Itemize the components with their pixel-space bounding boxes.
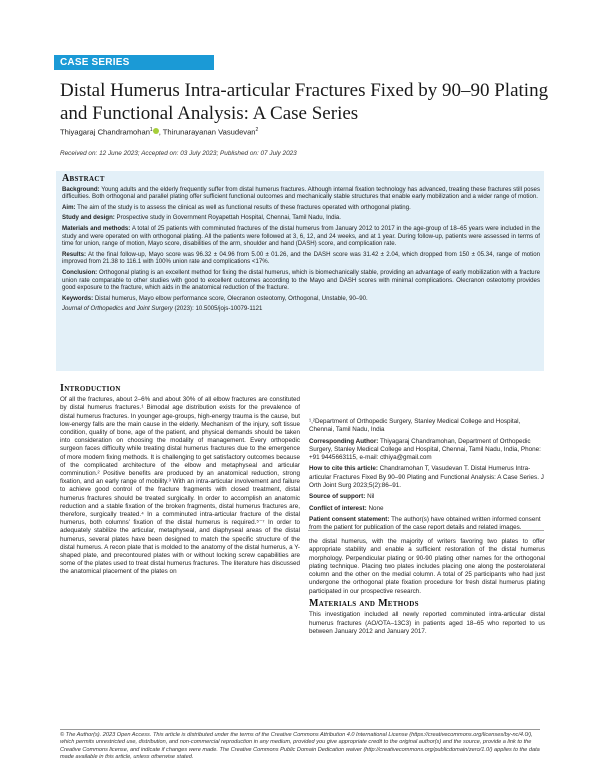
affiliation: ¹,²Department of Orthopedic Surgery, Stanley Medical College and Hospital, Chennai, Tamil Nadu, India: [309, 418, 521, 434]
corresponding-author: Corresponding Author: Thiyagaraj Chandramohan, Department of Orthopedic Surgery, Stanley Medical College and Hospital, Chennai, Tamil Nadu, India, Phone: +91 9445663115, e-mail: cthiya@gmail.com: [309, 437, 541, 462]
introduction-heading: Introduction: [60, 383, 121, 394]
abstract-conclusion: Conclusion: Orthogonal plating is an excellent method for fixing the distal humerus, which is biomechanically stable, providing an advantage of early mobilization with a fracture union rate comparable to other studies with good to excellent outcomes according to the Mayo and DASH scores with minimal complications. Olecranon osteotomy provides good exposure to the fracture, which aids in the anatomical reduction of the fracture.: [62, 268, 540, 292]
journal-citation[interactable]: Journal of Orthopedics and Joint Surgery (2023): 10.5005/jojs-10079-1121: [62, 305, 263, 313]
abstract-keywords: Keywords: Distal humerus, Mayo elbow performance score, Olecranon osteotomy, Orthogonal, Unstable, 90–90.: [62, 294, 368, 302]
abstract-study-design: Study and design: Prospective study in Government Royapettah Hospital, Chennai, Tamil Nadu, India.: [62, 214, 341, 222]
column-divider: [308, 530, 544, 531]
patient-consent: Patient consent statement: The author(s) have obtained written informed consent from the patient for publication of the case report details and related images.: [309, 515, 541, 532]
abstract-heading: Abstract: [62, 173, 105, 184]
abstract-section: [62, 175, 540, 316]
affiliation-marker: 1: [149, 127, 153, 133]
affiliation-marker: 2: [255, 127, 259, 133]
license-note: © The Author(s). 2023 Open Access. This article is distributed under the terms of the Creative Commons Attribution 4.0 International License (https://creativecommons.org/licenses/by-nc/4.0/), which permits unrestricted use, distribution, and non-commercial reproduction in any medium, provided you give appropriate credit to the original author(s) and the source, provide a link to the Creative Commons license, and indicate if changes were made. The Creative Commons Public Domain Dedication waiver (http://creativecommons.org/publicdomain/zero/1.0/) applies to the data made available in this article, unless otherwise stated.: [60, 732, 540, 760]
conflict-of-interest: Conflict of interest: None: [309, 504, 384, 512]
methods-heading: Materials and Methods: [309, 598, 419, 610]
abstract-background: Background: Young adults and the elderly frequently suffer from distal humerus fractures. Although internal fixation technology has advanced, treating these fractures still poses difficulties. Both orthogonal and parallel plating offer sufficient functional outcomes and mechanically stable structures that enable early mobilization and a wider range of motion.: [62, 185, 540, 201]
abstract-aim: Aim: The aim of the study is to assess the clinical as well as functional results of these fractures operated with orthogonal plating.: [62, 203, 411, 211]
publication-dates: Received on: 12 June 2023; Accepted on: 03 July 2023; Published on: 07 July 2023: [60, 150, 297, 157]
source-of-support: Source of support: Nil: [309, 493, 375, 501]
article-info: [309, 418, 545, 536]
abstract-results: Results: At the final follow-up, Mayo score was 96.32 ± 04.96 from 5.00 ± 01.26, and the DASH score was 31.42 ± 2.04, which dropped from 150 ± 05.34, range of motion improved from 21.38 to 116.1 with 100% union rate and complications <17%.: [62, 250, 541, 266]
introduction-section: [60, 385, 300, 581]
how-to-cite: How to cite this article: Chandramohan T, Vasudevan T. Distal Humerus Intra-articular Fractures Fixed By 90–90 Plating and Functional Analysis: A Case Series. J Orth Joint Surg 2023;5(2):86–91.: [309, 465, 544, 490]
author-list: [60, 127, 258, 137]
author-name[interactable]: Thiyagaraj Chandramohan: [60, 127, 150, 137]
abstract-methods: Materials and methods: A total of 25 patients with comminuted fractures of the distal humerus from January 2012 to 2017 in the age-group of 18–65 years were included in the study and were operated on with orthogonal plating. All the patients were followed at 3, 6, 12, and 24 weeks, and at 1 year. During follow-up, patients were assessed in terms of time for union, range of motion, Mayo score, disabilities of the arm, shoulder and hand (DASH) score, and complication rate.: [62, 224, 541, 248]
footer-rule: [60, 729, 540, 730]
right-column-body: [309, 538, 545, 640]
introduction-paragraph: Of all the fractures, about 2–6% and about 30% of all elbow fractures are constituted by distal humerus fractures.¹ Bimodal age distribution exists for the prevalence of distal humerus fractures. In younger age-groups, high-energy trauma is the cause, but low-energy falls are the main cause in the elderly. Mechanism of the injury, soft tissue condition, quality of bone, age of the patient, and physical demands should be taken into consideration on choosing the modality of management. Every orthopedic surgeon faces difficulty while treating distal humerus fractures due to the emergence of more modern fixing methods. It is challenging to get satisfactory outcomes because of the complicated architecture of the elbow and metaphyseal and articular comminution.² Positive benefits are produced by an anatomical reduction, strong fixation, and an early range of mobility.³ With an intra-articular involvement and failure to achieve good control of the fracture fragments with closed treatment, distal humerus fractures should be treated surgically. In order to accomplish an anatomic reduction and a stable fixation of the broken fragments, distal humerus fractures are, therefore, surgically treated.⁴ In a comminuted intra-articular fracture of the distal humerus, both columns' fixation of the distal humerus is required.⁵⁻⁷ In order to adequately stabilize the articular, metaphyseal, and diaphyseal areas of the distal humerus, several plates have been designed to match the specific structure of the distal humerus. A recon plate that is molded to the anatomy of the distal humerus, a Y-shaped plate, and precontoured plates with or without locking screw capabilities are some of the plates used to treat distal humerus fractures. The literature has discussed the anatomical placement of the plates on: [60, 396, 300, 576]
article-title: Distal Humerus Intra-articular Fractures Fixed by 90–90 Plating and Functional Analysis: A Case Series: [60, 80, 549, 124]
author-separator: ,: [158, 127, 163, 137]
methods-paragraph: This investigation included all newly reported comminuted intra-articular distal humerus fractures (AO/OTA–13C3) in patients aged 18–65 who reported to us between January 2012 and January 2017.: [309, 611, 545, 635]
author-name[interactable]: Thirunarayanan Vasudevan: [162, 127, 256, 137]
article-type-banner: CASE SERIES: [54, 55, 214, 70]
body-paragraph: the distal humerus, with the majority of writers favoring two plates to offer appropriate stability and enable a sufficient restoration of the distal humerus morphology. Perpendicular plating or 90-90 plating other names for the orthogonal plating technique. Placing two plates includes placing one along the posterolateral column and the other on the medial column. A total of 25 participants who had just undergone the orthogonal plate fixation procedure for fresh distal humerus plating participated in our prospective research.: [309, 538, 545, 595]
